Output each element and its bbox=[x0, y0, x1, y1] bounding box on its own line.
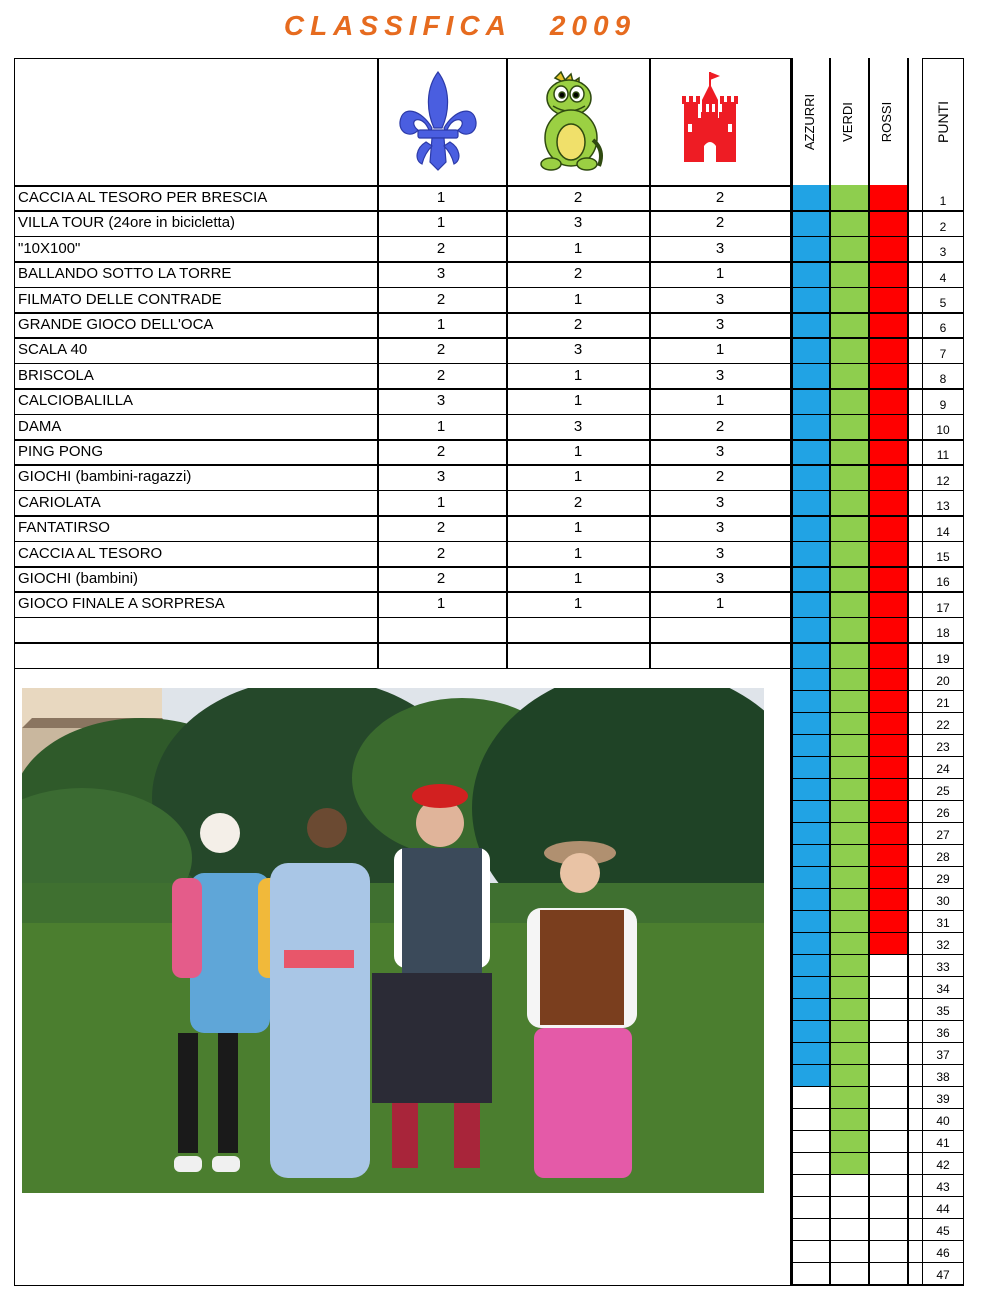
points-row-divider bbox=[791, 1196, 964, 1198]
score-cell: 2 bbox=[573, 493, 583, 511]
score-cell: 1 bbox=[436, 493, 446, 511]
points-label: 31 bbox=[936, 915, 950, 930]
points-row-divider bbox=[791, 1020, 964, 1022]
score-cell: 3 bbox=[573, 214, 583, 232]
points-row-divider bbox=[791, 932, 964, 934]
points-label: 5 bbox=[939, 296, 947, 310]
points-row-divider bbox=[791, 1064, 964, 1066]
game-name: CACCIA AL TESORO bbox=[18, 544, 163, 562]
points-label: 21 bbox=[936, 695, 950, 710]
game-name: GIOCO FINALE A SORPRESA bbox=[18, 595, 225, 613]
points-row-divider bbox=[791, 1108, 964, 1110]
score-cell: 3 bbox=[715, 239, 725, 257]
score-cell: 2 bbox=[436, 443, 446, 460]
score-cell: 1 bbox=[573, 366, 583, 384]
score-cell: 2 bbox=[573, 316, 583, 333]
title-year: 2009 bbox=[549, 10, 637, 41]
column-divider bbox=[649, 58, 651, 668]
points-row-divider bbox=[791, 1174, 964, 1176]
points-row-divider bbox=[791, 1240, 964, 1242]
points-row-divider bbox=[791, 312, 964, 314]
score-cell: 3 bbox=[715, 443, 725, 460]
score-cell: 2 bbox=[715, 468, 725, 486]
score-cell: 1 bbox=[573, 519, 583, 537]
score-cell: 2 bbox=[436, 544, 446, 562]
points-label: 25 bbox=[936, 783, 950, 798]
points-label: 23 bbox=[936, 739, 950, 754]
score-cell: 1 bbox=[573, 392, 583, 410]
points-row-divider bbox=[791, 591, 964, 593]
points-row-divider bbox=[791, 388, 964, 390]
score-cell: 1 bbox=[715, 392, 725, 410]
row-divider bbox=[14, 490, 791, 492]
score-cell: 3 bbox=[573, 417, 583, 435]
row-divider bbox=[14, 312, 791, 314]
points-row-divider bbox=[791, 414, 964, 416]
score-cell: 2 bbox=[436, 290, 446, 308]
points-row-divider bbox=[791, 690, 964, 692]
column-divider bbox=[377, 58, 379, 668]
game-name: BALLANDO SOTTO LA TORRE bbox=[18, 265, 232, 283]
bar-azzurri bbox=[793, 185, 829, 1086]
score-cell: 1 bbox=[715, 341, 725, 359]
score-cell: 2 bbox=[715, 214, 725, 232]
points-row-divider bbox=[791, 1130, 964, 1132]
col-head-azzurri: AZZURRI bbox=[802, 93, 817, 151]
bar-verdi bbox=[831, 185, 868, 1174]
col-head-rossi: ROSSI bbox=[879, 101, 894, 143]
points-label: 28 bbox=[936, 849, 950, 864]
score-cell: 1 bbox=[573, 468, 583, 486]
score-cell: 1 bbox=[573, 239, 583, 257]
points-label: 15 bbox=[936, 550, 950, 564]
points-label: 43 bbox=[936, 1179, 950, 1194]
points-label: 22 bbox=[936, 717, 950, 732]
points-row-divider bbox=[791, 1152, 964, 1154]
points-label: 20 bbox=[936, 673, 950, 688]
score-cell: 2 bbox=[715, 417, 725, 435]
score-cell: 3 bbox=[715, 493, 725, 511]
points-row-divider bbox=[791, 363, 964, 365]
game-name: GRANDE GIOCO DELL'OCA bbox=[18, 316, 214, 333]
score-cell: 2 bbox=[573, 265, 583, 283]
score-cell: 1 bbox=[715, 595, 725, 613]
score-cell: 3 bbox=[715, 290, 725, 308]
points-row-divider bbox=[791, 617, 964, 619]
points-label: 45 bbox=[936, 1223, 950, 1238]
points-row-divider bbox=[791, 888, 964, 890]
score-cell: 2 bbox=[436, 570, 446, 587]
column-divider bbox=[506, 58, 508, 668]
points-label: 40 bbox=[936, 1113, 950, 1128]
score-cell: 3 bbox=[436, 468, 446, 486]
score-cell: 2 bbox=[715, 189, 725, 206]
points-label: 3 bbox=[939, 245, 947, 260]
points-label: 41 bbox=[936, 1135, 950, 1150]
points-row-divider bbox=[791, 954, 964, 956]
score-cell: 3 bbox=[573, 341, 583, 359]
points-label: 8 bbox=[939, 372, 947, 387]
score-cell: 1 bbox=[573, 595, 583, 613]
row-divider bbox=[14, 668, 791, 670]
bar-rossi bbox=[870, 185, 907, 954]
game-name: VILLA TOUR (24ore in bicicletta) bbox=[18, 214, 236, 232]
row-divider bbox=[14, 287, 791, 289]
row-divider bbox=[14, 515, 791, 517]
title-word: CLASSIFICA bbox=[283, 10, 512, 41]
score-cell: 3 bbox=[715, 570, 725, 587]
points-row-divider bbox=[791, 910, 964, 912]
score-cell: 1 bbox=[436, 214, 446, 232]
points-row-divider bbox=[791, 976, 964, 978]
points-label: 38 bbox=[936, 1069, 950, 1084]
col-head-verdi: VERDI bbox=[840, 102, 855, 142]
row-divider bbox=[14, 261, 791, 263]
points-row-divider bbox=[791, 998, 964, 1000]
points-row-divider bbox=[791, 236, 964, 238]
points-row-divider bbox=[791, 210, 964, 212]
game-name: GIOCHI (bambini) bbox=[18, 570, 139, 587]
score-cell: 1 bbox=[436, 316, 446, 333]
row-divider bbox=[14, 464, 791, 466]
points-row-divider bbox=[791, 541, 964, 543]
row-divider bbox=[14, 388, 791, 390]
points-row-divider bbox=[791, 822, 964, 824]
points-row-divider bbox=[791, 1086, 964, 1088]
game-name: "10X100" bbox=[18, 239, 81, 257]
game-name: SCALA 40 bbox=[18, 341, 88, 359]
points-label: 14 bbox=[936, 524, 950, 539]
score-cell: 1 bbox=[573, 544, 583, 562]
points-label: 26 bbox=[936, 805, 950, 820]
game-name: GIOCHI (bambini-ragazzi) bbox=[18, 468, 192, 486]
points-label: 35 bbox=[936, 1003, 950, 1018]
points-label: 4 bbox=[939, 270, 947, 285]
game-name: DAMA bbox=[18, 417, 62, 435]
row-divider bbox=[14, 566, 791, 568]
points-label: 6 bbox=[939, 321, 947, 336]
dragon-icon bbox=[537, 70, 607, 174]
points-row-divider bbox=[791, 490, 964, 492]
score-cell: 3 bbox=[436, 265, 446, 283]
points-row-divider bbox=[791, 1042, 964, 1044]
game-name: BRISCOLA bbox=[18, 366, 94, 384]
points-row-divider bbox=[791, 778, 964, 780]
points-row-divider bbox=[791, 800, 964, 802]
row-divider bbox=[14, 642, 791, 644]
page-title bbox=[0, 10, 920, 42]
row-divider bbox=[14, 617, 791, 619]
score-cell: 2 bbox=[573, 189, 583, 206]
score-cell: 3 bbox=[715, 316, 725, 333]
points-label: 27 bbox=[936, 827, 950, 842]
col-head-punti: PUNTI bbox=[935, 101, 951, 143]
score-cell: 1 bbox=[436, 417, 446, 435]
points-row-divider bbox=[791, 844, 964, 846]
points-label: 32 bbox=[936, 937, 950, 952]
score-cell: 1 bbox=[573, 570, 583, 587]
score-cell: 1 bbox=[436, 595, 446, 613]
points-row-divider bbox=[791, 439, 964, 441]
score-cell: 3 bbox=[715, 366, 725, 384]
points-label: 44 bbox=[936, 1201, 950, 1216]
points-row-divider bbox=[791, 464, 964, 466]
points-label: 13 bbox=[936, 499, 950, 514]
row-divider bbox=[14, 185, 791, 187]
score-cell: 1 bbox=[573, 443, 583, 460]
points-row-divider bbox=[791, 734, 964, 736]
row-divider bbox=[14, 541, 791, 543]
points-label: 7 bbox=[939, 346, 947, 361]
points-label: 1 bbox=[939, 194, 947, 209]
score-cell: 1 bbox=[573, 290, 583, 308]
fleur-de-lis-icon bbox=[396, 70, 480, 172]
score-cell: 2 bbox=[436, 519, 446, 537]
points-row-divider bbox=[791, 566, 964, 568]
row-divider bbox=[14, 591, 791, 593]
points-label: 42 bbox=[936, 1157, 950, 1172]
score-cell: 2 bbox=[436, 341, 446, 359]
points-row-divider bbox=[791, 712, 964, 714]
points-row-divider bbox=[791, 287, 964, 289]
points-label: 30 bbox=[936, 893, 950, 908]
points-label: 16 bbox=[936, 575, 950, 590]
points-row-divider bbox=[791, 261, 964, 263]
points-label: 9 bbox=[939, 397, 947, 412]
game-name: CALCIOBALILLA bbox=[18, 392, 134, 410]
points-label: 24 bbox=[936, 761, 950, 776]
game-name: CACCIA AL TESORO PER BRESCIA bbox=[18, 189, 268, 206]
points-label: 34 bbox=[936, 981, 950, 996]
row-divider bbox=[14, 363, 791, 365]
points-label: 2 bbox=[939, 219, 947, 234]
game-name: CARIOLATA bbox=[18, 493, 101, 511]
points-label: 37 bbox=[936, 1047, 950, 1062]
row-divider bbox=[14, 236, 791, 238]
points-label: 18 bbox=[936, 626, 950, 641]
score-cell: 2 bbox=[436, 239, 446, 257]
castle-icon bbox=[680, 72, 746, 172]
points-row-divider bbox=[791, 756, 964, 758]
points-label: 39 bbox=[936, 1091, 950, 1106]
points-row-divider bbox=[791, 668, 964, 670]
points-row-divider bbox=[791, 515, 964, 517]
score-cell: 1 bbox=[436, 189, 446, 206]
score-cell: 2 bbox=[436, 366, 446, 384]
points-label: 19 bbox=[936, 651, 950, 666]
points-row-divider bbox=[791, 1218, 964, 1220]
score-cell: 3 bbox=[715, 519, 725, 537]
points-label: 47 bbox=[936, 1268, 950, 1282]
row-divider bbox=[14, 414, 791, 416]
points-row-divider bbox=[791, 642, 964, 644]
row-divider bbox=[14, 210, 791, 212]
points-label: 29 bbox=[936, 871, 950, 886]
row-divider bbox=[14, 439, 791, 441]
points-label: 46 bbox=[936, 1245, 950, 1260]
score-cell: 3 bbox=[436, 392, 446, 410]
score-cell: 1 bbox=[715, 265, 725, 283]
color-column-divider bbox=[907, 58, 909, 1286]
points-label: 12 bbox=[936, 473, 950, 488]
game-name: PING PONG bbox=[18, 443, 104, 460]
points-row-divider bbox=[791, 1284, 964, 1286]
points-label: 36 bbox=[936, 1025, 950, 1040]
points-label: 33 bbox=[936, 959, 950, 974]
game-name: FILMATO DELLE CONTRADE bbox=[18, 290, 222, 308]
points-label: 17 bbox=[936, 600, 950, 615]
game-name: FANTATIRSO bbox=[18, 519, 110, 537]
score-cell: 3 bbox=[715, 544, 725, 562]
points-row-divider bbox=[791, 1262, 964, 1264]
row-divider bbox=[14, 337, 791, 339]
points-label: 10 bbox=[936, 423, 950, 437]
points-row-divider bbox=[791, 866, 964, 868]
points-row-divider bbox=[791, 337, 964, 339]
group-photo bbox=[22, 688, 764, 1193]
points-label: 11 bbox=[936, 448, 950, 463]
